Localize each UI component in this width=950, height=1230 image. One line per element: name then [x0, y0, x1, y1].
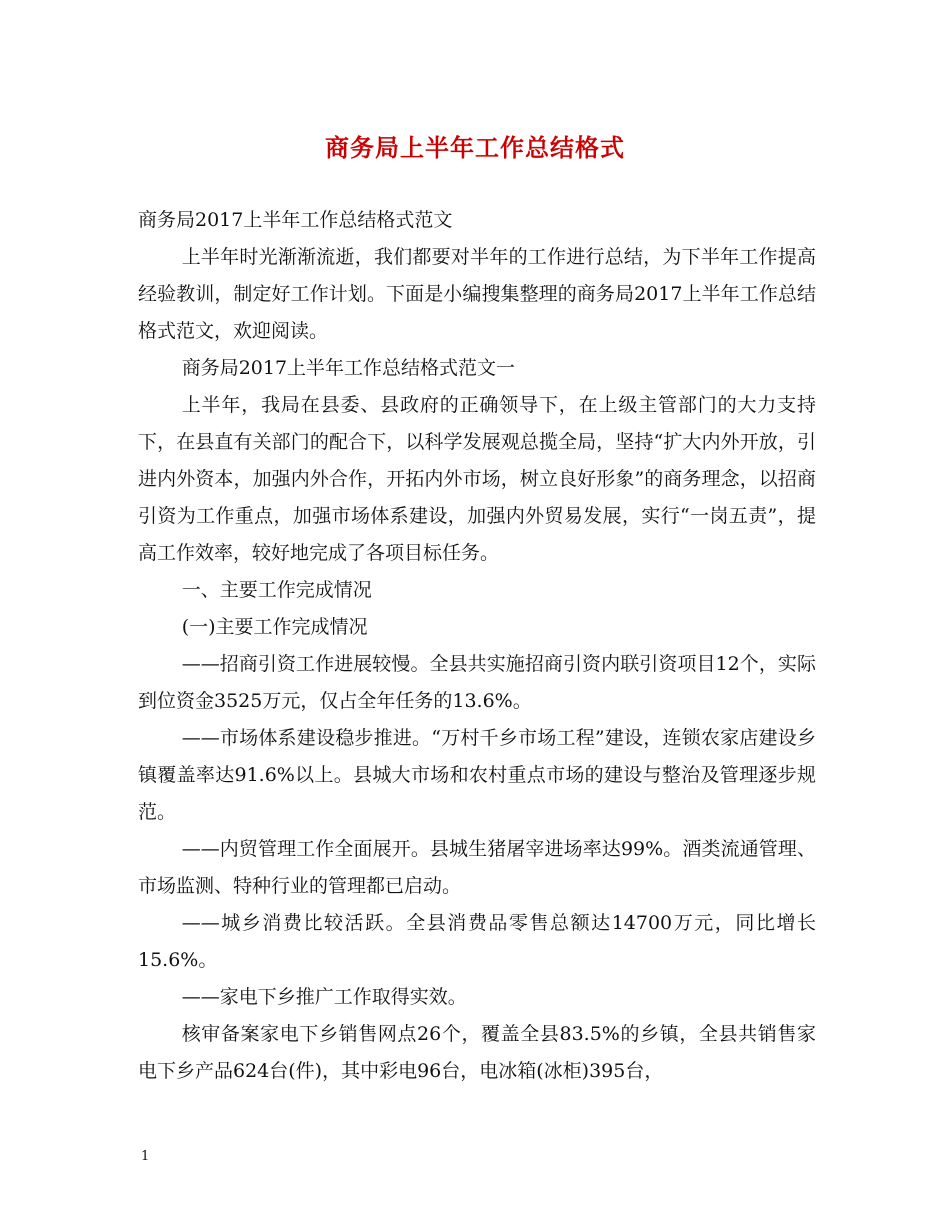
- document-title: 商务局上半年工作总结格式: [325, 133, 625, 162]
- intro-paragraph: 上半年时光渐渐流逝，我们都要对半年的工作进行总结，为下半年工作提高经验教训，制定好工作计划。下面是小编搜集整理的商务局2017上半年工作总结格式范文，欢迎阅读。: [138, 246, 816, 342]
- item-domestic-trade-paragraph: ——内贸管理工作全面展开。县城生猪屠宰进场率达99%。酒类流通管理、市场监测、特种行业的管理都已启动。: [138, 838, 816, 897]
- heading-main-work: 一、主要工作完成情况: [181, 579, 372, 601]
- item-appliances-heading: ——家电下乡推广工作取得实效。: [181, 986, 467, 1008]
- item-consumption-paragraph: ——城乡消费比较活跃。全县消费品零售总额达14700万元，同比增长15.6%。: [138, 912, 816, 971]
- item-investment-paragraph: ——招商引资工作进展较慢。全县共实施招商引资内联引资项目12个，实际到位资金3525万元，仅占全年任务的13.6%。: [138, 653, 816, 712]
- page-number: 1: [141, 1149, 150, 1164]
- overview-paragraph: 上半年，我局在县委、县政府的正确领导下，在上级主管部门的大力支持下，在县直有关部门的配合下，以科学发展观总揽全局，坚持“扩大内外开放，引进内外资本，加强内外合作，开拓内外市场，树立良好形象”的商务理念，以招商引资为工作重点，加强市场体系建设，加强内外贸易发展，实行“一岗五责”，提高工作效率，较好地完成了各项目标任务。: [138, 394, 816, 564]
- subtitle-paragraph: 商务局2017上半年工作总结格式范文: [138, 209, 453, 231]
- document-body: [138, 202, 816, 1090]
- section-heading-example-one: 商务局2017上半年工作总结格式范文一: [181, 357, 516, 379]
- item-appliances-paragraph: 核审备案家电下乡销售网点26个，覆盖全县83.5%的乡镇，全县共销售家电下乡产品624台(件)，其中彩电96台，电冰箱(冰柜)395台，: [138, 1023, 816, 1082]
- item-market-system-paragraph: ——市场体系建设稳步推进。“万村千乡市场工程”建设，连锁农家店建设乡镇覆盖率达91.6%以上。县城大市场和农村重点市场的建设与整治及管理逐步规范。: [138, 727, 816, 823]
- subheading-main-work: (一)主要工作完成情况: [181, 616, 368, 638]
